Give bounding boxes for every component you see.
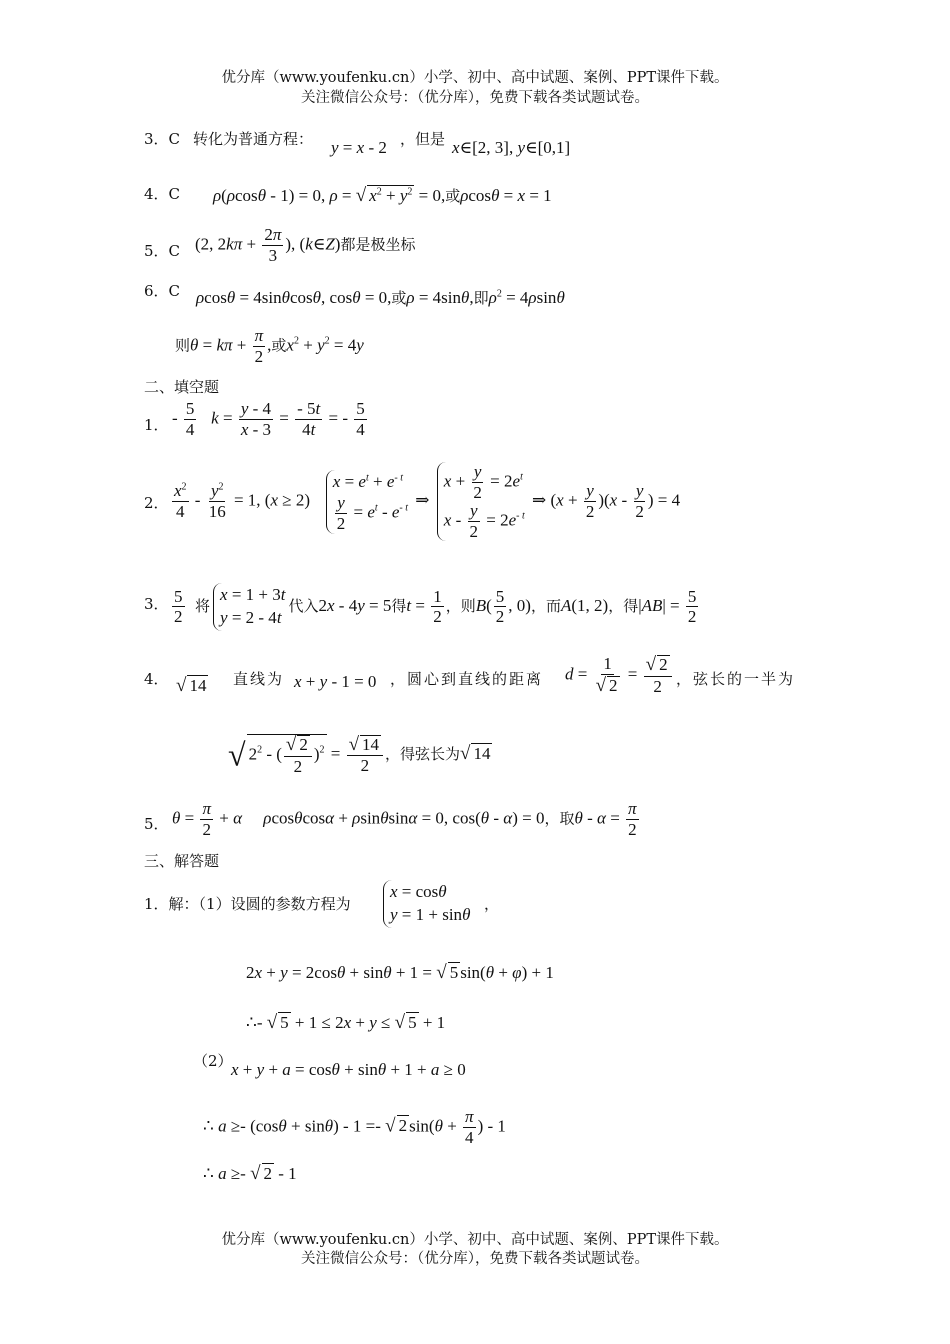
section-fill-title: 二、填空题 [144, 378, 220, 396]
fill-2-eq: $\frac{x^2}{4}$ - $\frac{y^2}{16}$ = 1, (x ≥ 2) $x = e^t + e^{- t}$ $\frac{y}{2}$ = $e^t - e^{- t}$ ⇒ x + $\frac{y}{2}$ = $2e^t$ x - $\frac{y}{2}$ = $2e^{- t}$ ⇒ (x + $\frac{y}{2}$ )(x - $\frac{y}{2}$ ) = 4 [174, 462, 681, 541]
answer-6-or2: 或 [271, 338, 287, 355]
fill-3-ze: ，则 [445, 598, 476, 615]
fill-3-de: 得 [391, 598, 407, 615]
header-line-2: 关注微信公众号：（优分库），免费下载各类试题试卷。 [301, 90, 649, 106]
header-line-1: 优分库（www.youfenku.cn）小学、初中、高中试题、案例、PPT课件下载。 [221, 70, 729, 86]
fill-5-eq: θ = $\frac{\pi}{2}$ + α ρcosθcosα + ρsinθsinα = 0, cos(θ - α) = 0，取θ - α = $\frac{\pi}{2}$ [172, 799, 637, 839]
answer-6-or: 或 [391, 291, 407, 307]
answer-4-or: 或 [445, 189, 461, 205]
answer-6-ji: 即 [473, 291, 489, 307]
fill-3-er: ，而 [530, 598, 561, 615]
answer-3-range: x∈[2, 3], y∈[0,1] [452, 138, 571, 157]
solution-1-eq2: ∴- √ 5 + 1 ≤ 2x + y ≤ √ 5 + 1 [246, 1012, 446, 1033]
fill-4-sqrt14: √ 14 [176, 675, 207, 696]
fill-3-label: 3． [144, 595, 169, 613]
answer-3-eq: y = x - 2 [331, 138, 387, 157]
solution-1-eq4: ∴ a ≥- (cosθ + sinθ) - 1 =- √ 2 sin(θ + $\frac{\pi}{4}$ ) - 1 [203, 1107, 506, 1147]
answer-3-text: 转化为普通方程： [193, 130, 314, 148]
solution-1-eq1: 2x + y = 2cosθ + sinθ + 1 = √ 5 sin(θ + φ) + 1 [246, 962, 554, 983]
fill-1-eq: - $\frac{5}{4}$ k = $\frac{y - 4}{x - 3}$ = $\frac{- 5t}{4t}$ = - $\frac{5}{4}$ [172, 399, 365, 439]
solution-1-eq3: x + y + a = cosθ + sinθ + 1 + a ≥ 0 [231, 1060, 466, 1079]
fill-3-eq: $\frac{5}{2}$ 将 x = 1 + 3t y = 2 - 4t 代入2x - 4y = 5得t = $\frac{1}{2}$ ，则B( $\frac{5}{2}$ , 0)，而A(1, 2)，得|AB| = $\frac{5}{2}$ [170, 583, 700, 631]
footer-line-2: 关注微信公众号：（优分库），免费下载各类试题试卷。 [301, 1251, 649, 1267]
fill-4-dist: ，圆心到直线的距离 [390, 670, 544, 688]
fill-2-label: 2． [144, 494, 169, 512]
fill-3-jiang: 将 [195, 598, 211, 615]
solution-1-comma: ， [484, 895, 500, 913]
fill-4-result: ，得弦长为 [385, 746, 461, 763]
solution-1-eq5: ∴ a ≥- √ 2 - 1 [203, 1163, 297, 1184]
fill-3-de2: ，得 [608, 598, 639, 615]
answer-5-text: 都是极坐标 [340, 237, 416, 254]
solution-1-label: 1．解：（1）设圆的参数方程为 [144, 895, 351, 913]
answer-6-eq: ρcosθ = 4sinθcosθ, cosθ = 0,或ρ = 4sinθ,即$\rho^2 = 4\rho\sin\theta$ [196, 288, 565, 307]
fill-4-label: 4． [144, 670, 169, 688]
fill-4-d-eq: d = $\frac{1}{√ 2}$ = $\frac{√ 2}{2}$ [565, 655, 674, 696]
fill-5-take: ，取 [544, 811, 575, 828]
solution-1-param: x = cosθ y = 1 + sinθ [380, 880, 473, 928]
answer-6-label: 6．C [144, 282, 181, 300]
fill-5-label: 5． [144, 815, 169, 833]
fill-4-chord-eq: √ $2^2$ - ( $\frac{√ 2}{2}$ )$^2$ = $\frac{√ 14}{2}$ ，得弦长为√ 14 [228, 733, 491, 776]
answer-4-label: 4．C [144, 185, 181, 203]
answer-3-label: 3．C [144, 130, 181, 148]
solution-1-part2: （2） [193, 1052, 233, 1070]
fill-1-label: 1． [144, 416, 169, 434]
answer-5-eq: (2, 2kπ + $\frac{2\pi}{3}$ ), (k∈Z)都是极坐标 [195, 225, 416, 265]
answer-5-label: 5．C [144, 242, 181, 260]
fill-4-half: ，弦长的一半为 [676, 670, 796, 688]
answer-3-but: ，但是 [400, 130, 446, 148]
answer-4-eq: ρ(ρcosθ - 1) = 0, ρ = √ $x^2 + y^2 = 0$,或ρcosθ = x = 1 [213, 185, 552, 206]
answer-6-result: 则θ = kπ + $\frac{\pi}{2}$ ,或$x^2 + y^2 = 4y$ [175, 326, 364, 366]
footer-line-1: 优分库（www.youfenku.cn）小学、初中、高中试题、案例、PPT课件下载。 [221, 1232, 729, 1248]
section-solution-title: 三、解答题 [144, 852, 220, 870]
answer-6-ze: 则 [175, 338, 191, 355]
fill-3-dairu: 代入 [288, 598, 319, 615]
fill-4-line-eq: x + y - 1 = 0 [294, 672, 377, 691]
fill-4-line: 直线为 [233, 670, 285, 688]
